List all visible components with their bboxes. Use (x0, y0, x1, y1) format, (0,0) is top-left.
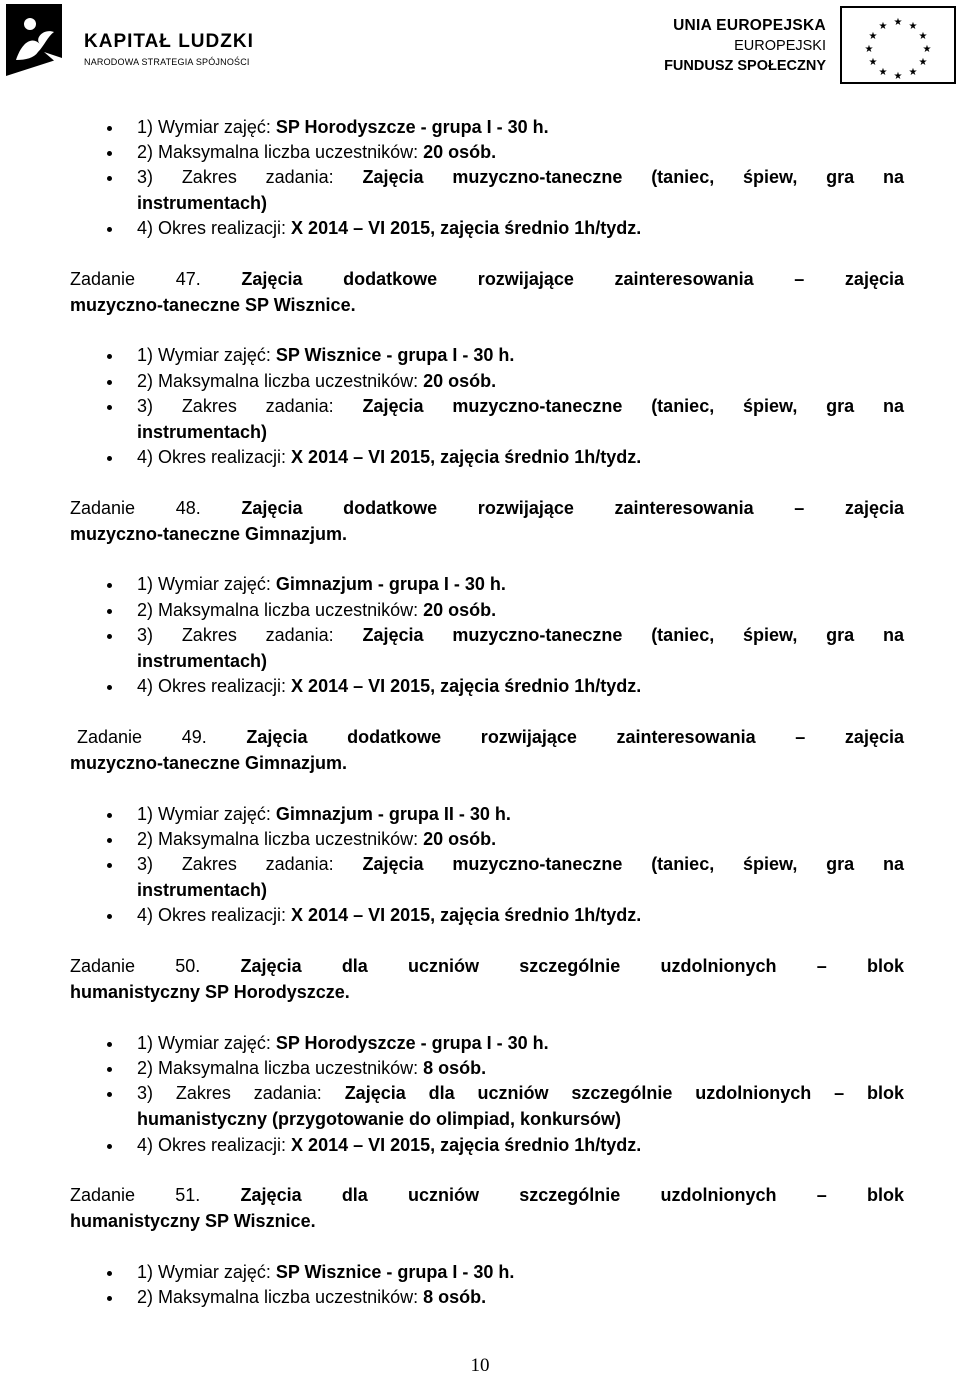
list-item: 1) Wymiar zajęć: SP Horodyszcze - grupa I - 30 h. (137, 1031, 904, 1057)
eu-line-1: UNIA EUROPEJSKA (673, 17, 826, 34)
svg-text:★: ★ (893, 71, 903, 82)
svg-text:★: ★ (893, 17, 903, 28)
list-item: 4) Okres realizacji: X 2014 – VI 2015, zajęcia średnio 1h/tydz. (137, 674, 904, 700)
eu-logo-text (664, 16, 826, 76)
eu-flag-icon (840, 6, 956, 84)
list-item: 2) Maksymalna liczba uczestników: 20 osób. (137, 369, 904, 395)
list-item: 3) Zakres zadania: Zajęcia muzyczno-taneczne (taniec, śpiew, gra na instrumentach) (137, 852, 904, 903)
task-heading: Zadanie 49. Zajęcia dodatkowe rozwijające zainteresowania – zajęcia muzyczno-taneczne Gimnazjum. (70, 727, 904, 773)
kapital-ludzki-logo-icon (4, 2, 80, 87)
task-heading: Zadanie 50. Zajęcia dla uczniów szczególnie uzdolnionych – blok humanistyczny SP Horodyszcze. (70, 956, 904, 1002)
page-number: 10 (470, 1355, 490, 1376)
list-item: 1) Wymiar zajęć: Gimnazjum - grupa II - 30 h. (137, 802, 904, 828)
list-item: 1) Wymiar zajęć: SP Wisznice - grupa I - 30 h. (137, 343, 904, 369)
task-heading: Zadanie 48. Zajęcia dodatkowe rozwijające zainteresowania – zajęcia muzyczno-taneczne Gimnazjum. (70, 498, 904, 544)
svg-text:★: ★ (922, 44, 932, 55)
svg-text:★: ★ (918, 31, 928, 42)
svg-text:★: ★ (908, 67, 918, 78)
svg-text:★: ★ (868, 57, 878, 68)
svg-text:★: ★ (878, 67, 888, 78)
list-item: 4) Okres realizacji: X 2014 – VI 2015, zajęcia średnio 1h/tydz. (137, 1133, 904, 1159)
kapital-ludzki-title: KAPITAŁ LUDZKI (84, 31, 254, 52)
list-item: 1) Wymiar zajęć: Gimnazjum - grupa I - 30 h. (137, 572, 904, 598)
list-item: 3) Zakres zadania: Zajęcia muzyczno-taneczne (taniec, śpiew, gra na instrumentach) (137, 165, 904, 216)
list-item: 1) Wymiar zajęć: SP Horodyszcze - grupa I - 30 h. (137, 115, 904, 141)
list-item: 4) Okres realizacji: X 2014 – VI 2015, zajęcia średnio 1h/tydz. (137, 903, 904, 929)
list-item: 2) Maksymalna liczba uczestników: 20 osób. (137, 140, 904, 166)
svg-text:★: ★ (908, 21, 918, 32)
eu-line-3: FUNDUSZ SPOŁECZNY (664, 58, 826, 74)
task-heading: Zadanie 51. Zajęcia dla uczniów szczególnie uzdolnionych – blok humanistyczny SP Wisznice. (70, 1185, 904, 1231)
list-item: 2) Maksymalna liczba uczestników: 8 osób. (137, 1056, 904, 1082)
list-item: 4) Okres realizacji: X 2014 – VI 2015, zajęcia średnio 1h/tydz. (137, 445, 904, 471)
list-item: 3) Zakres zadania: Zajęcia muzyczno-taneczne (taniec, śpiew, gra na instrumentach) (137, 394, 904, 445)
svg-text:★: ★ (868, 31, 878, 42)
list-item: 1) Wymiar zajęć: SP Wisznice - grupa I - 30 h. (137, 1260, 904, 1286)
list-item: 3) Zakres zadania: Zajęcia muzyczno-taneczne (taniec, śpiew, gra na instrumentach) (137, 623, 904, 674)
list-item: 2) Maksymalna liczba uczestników: 20 osób. (137, 827, 904, 853)
list-item: 3) Zakres zadania: Zajęcia dla uczniów szczególnie uzdolnionych – blok humanistyczny (przygotowanie do olimpiad, konkursów) (137, 1081, 904, 1132)
svg-text:★: ★ (918, 57, 928, 68)
svg-text:★: ★ (864, 44, 874, 55)
list-item: 2) Maksymalna liczba uczestników: 20 osób. (137, 598, 904, 624)
kapital-ludzki-subtitle: NARODOWA STRATEGIA SPÓJNOŚCI (84, 57, 250, 67)
eu-line-2: EUROPEJSKI (734, 38, 826, 54)
page-header (0, 0, 960, 88)
list-item: 4) Okres realizacji: X 2014 – VI 2015, zajęcia średnio 1h/tydz. (137, 216, 904, 242)
task-heading: Zadanie 47. Zajęcia dodatkowe rozwijające zainteresowania – zajęcia muzyczno-taneczne SP Wisznice. (70, 269, 904, 315)
svg-text:★: ★ (878, 21, 888, 32)
list-item: 2) Maksymalna liczba uczestników: 8 osób. (137, 1285, 904, 1311)
